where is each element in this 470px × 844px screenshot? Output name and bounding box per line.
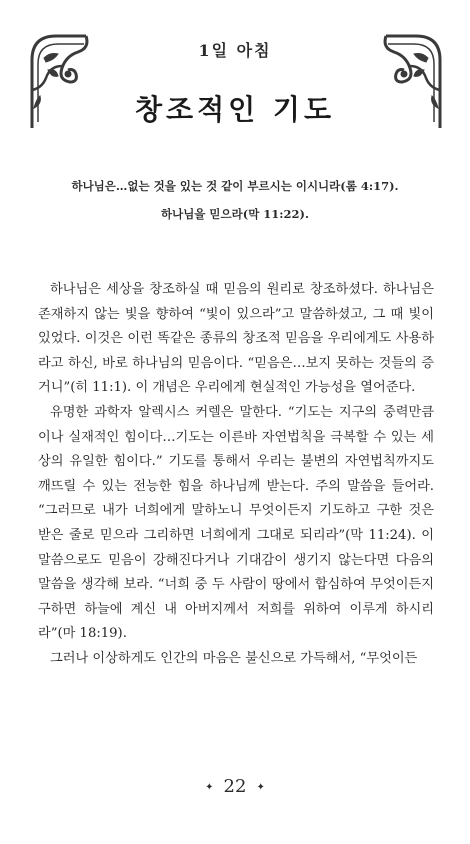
ornament-left-icon: ✦ (205, 781, 214, 793)
page-number: 22 (223, 776, 247, 797)
paragraph-3: 그러나 이상하게도 인간의 마음은 불신으로 가득해서, “무엇이든 (50, 650, 418, 666)
paragraph-1: 하나님은 세상을 창조하실 때 믿음의 원리로 창조하셨다. 하나님은 존재하지 않는 빛을 향하여 “빛이 있으라”고 말씀하셨고, 그 때 빛이 있었다. 이것은 이런 똑같은 종류의 창조적 믿음을 우리에게도 사용하라고 하신, 바로 하나님의 믿음이다. “믿음은…보지 못하는 것들의 증거니”(히 11:1). 이 개념은 우리에게 현실적인 가능성을 열어준다. (38, 282, 434, 396)
ornament-right-icon: ✦ (256, 781, 265, 793)
verse-quote-1: 하나님은…없는 것을 있는 것 같이 부르시는 이시니라(롬 4:17). (71, 179, 399, 193)
verse-quote-2: 하나님을 믿으라(막 11:22). (160, 207, 310, 221)
body-text (38, 278, 434, 672)
page-footer (0, 776, 470, 797)
paragraph-2: 유명한 과학자 알렉시스 커렐은 말한다. “기도는 지구의 중력만큼이나 실재적인 힘이다…기도는 이른바 자연법칙을 극복할 수 있는 세상의 유일한 힘이다.” 기도를 통해서 우리는 불변의 자연법칙까지도 깨뜨릴 수 있는 전능한 힘을 하나님께 받는다. 주의 말씀을 들어라. “그러므로 내가 너희에게 말하노니 무엇이든지 기도하고 구한 것은 받은 줄로 믿으라 그리하면 너희에게 그대로 되리라”(막 11:24). 이 말씀으로도 믿음이 강해진다거나 기대감이 생기지 않는다면 다음의 말씀을 생각해 보라. “너희 중 두 사람이 땅에서 합심하여 무엇이든지 구하면 하늘에 계신 내 아버지께서 저희를 위하여 이루게 하시리라”(마 18:19). (38, 404, 434, 642)
day-label: 1일 아침 (198, 41, 272, 60)
page-title: 창조적인 기도 (134, 93, 336, 126)
